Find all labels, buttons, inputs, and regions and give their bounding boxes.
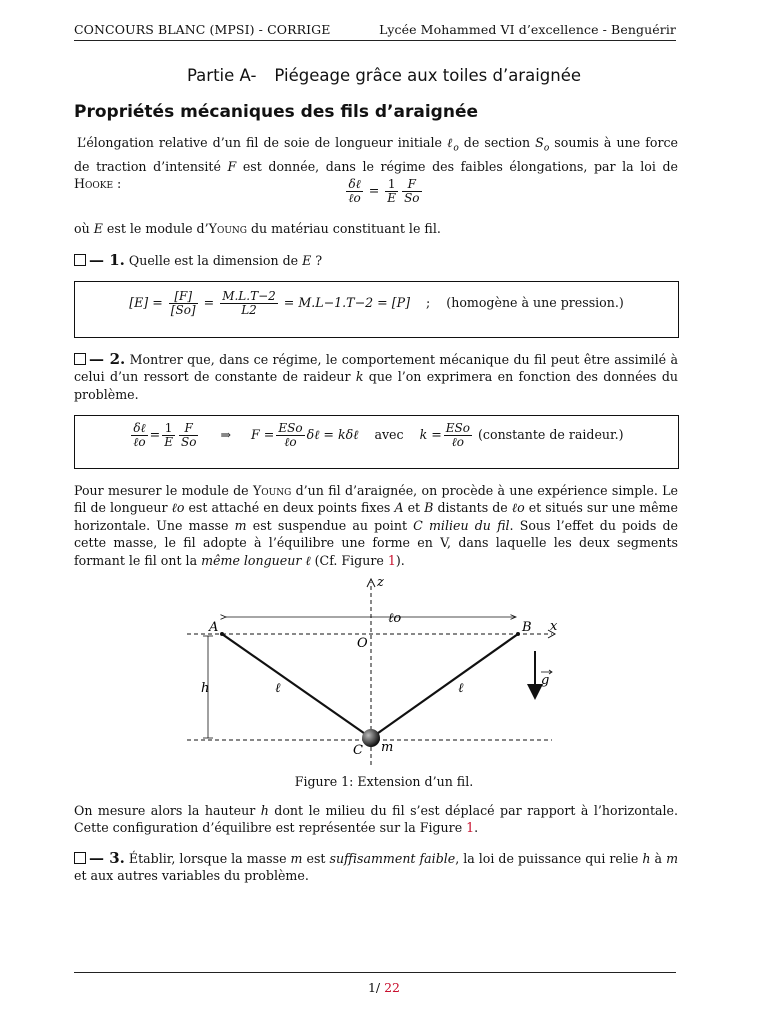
checkbox-square-icon [74, 254, 86, 266]
label-o: O [357, 636, 368, 651]
figure-1 [0, 570, 768, 770]
page-total-link[interactable]: 22 [384, 980, 401, 995]
intro-text-3: soumis à une force de traction d’intensité [74, 135, 678, 174]
question-2: — 2. Montrer que, dans ce régime, le comportement mécanique du fil peut être assimilé à celui d’un ressort de constante de raideur k que l’on exprimera en fonction des données du problème. [74, 350, 678, 402]
label-l-right: ℓ [458, 681, 464, 696]
running-header-right: Lycée Mohammed VI d’excellence - Benguérir [379, 22, 676, 37]
answer-box-1 [74, 281, 679, 338]
section-title: Propriétés mécaniques des fils d’araignée [74, 102, 478, 122]
figure-caption: Figure 1: Extension d’un fil. [294, 774, 474, 789]
frac-mlt: $\frac{M.L.T-2}{L2}$ [222, 289, 276, 317]
intro-text-4: est donnée, dans le régime des faibles élongations, par la loi de [236, 158, 678, 174]
footer-rule [74, 972, 676, 973]
label-l-left: ℓ [275, 681, 281, 696]
hooke-name: Hooke [74, 176, 114, 192]
label-b: B [522, 620, 532, 635]
frac-f-so: $\frac{F}{So}$ [404, 177, 420, 205]
frac-dl-lo: $\frac{\text{δℓ}}{\text{ℓo}}$ [348, 177, 361, 205]
eq-sign: = [368, 183, 380, 198]
label-a: A [209, 620, 219, 635]
question-1: — 1. Quelle est la dimension de E ? [74, 252, 678, 269]
q3-number: — 3. [89, 849, 125, 867]
part-label: Partie A- [186, 66, 257, 85]
page-number: 1/ 22 [367, 980, 401, 995]
answer-1-note: (homogène à une pression.) [446, 295, 624, 310]
intro-text-2: de section [458, 135, 536, 150]
checkbox-square-icon [74, 353, 86, 365]
part-title [0, 66, 768, 85]
intro-text-1: L’élongation relative d’un fil de soie de longueur initiale [77, 135, 448, 150]
thread-left [222, 634, 371, 738]
checkbox-square-icon [74, 852, 86, 864]
var-lo: ℓ$_o$ [447, 135, 459, 154]
figure-link[interactable]: 1 [466, 820, 475, 836]
header-rule [74, 40, 676, 41]
frac-1-e: $\frac{1}{E}$ [387, 177, 397, 205]
q1-number: — 1. [89, 251, 125, 269]
frac-f-so-dim: $\frac{[F]}{[So]}$ [170, 289, 196, 317]
experiment-paragraph: Pour mesurer le module de Young d’un fil d’araignée, on procède à une expérience simple. Le fil de longueur ℓo est attaché en deux points fixes A et B distants de ℓo et situés sur une même horizontale. Une masse m est suspendue au point C milieu du fil. Sous l’effet du poids de cette masse, le fil adopte à l’équilibre une forme en V, dans laquelle les deux segments formant le fil ont la même longueur ℓ (Cf. Figure 1). [74, 483, 679, 568]
hooke-equation [0, 178, 768, 205]
answer-box-2 [74, 415, 679, 469]
answer-1-equation: [E] = $\frac{[F]}{[So]}$ = $\frac{M.L.T-2}{L2}$ = M.L−1.T−2 = [P] ; (homogène à une pression.) [129, 289, 624, 317]
intro-text-5: : [113, 176, 122, 192]
mass-ball [362, 729, 380, 747]
part-text: Piégeage grâce aux toiles d’araignée [274, 66, 582, 85]
young-line: où E est le module d’Young du matériau constituant le fil. [74, 221, 441, 236]
label-g: g [541, 673, 550, 688]
answer-2-equation: $\frac{\text{δℓ}}{\text{ℓo}}$ = $\frac{1}{E}$ $\frac{F}{So}$ ⇒ F = $\frac{\text{ESo}}{\text{ℓo}}$ δℓ = kδℓ avec k = $\frac{\text{ESo}}{\text{ℓo}}$ (constante de raideur.) [133, 421, 624, 449]
var-so: $S_o$ [535, 135, 550, 154]
label-m: m [381, 740, 394, 755]
label-lo: ℓo [388, 611, 402, 626]
q2-number: — 2. [89, 350, 126, 368]
answer-2-note: (constante de raideur.) [478, 427, 624, 442]
label-z: z [377, 575, 384, 590]
running-header-left: CONCOURS BLANC (MPSI) - CORRIGE [74, 22, 331, 37]
measure-paragraph: On mesure alors la hauteur h dont le milieu du fil s’est déplacé par rapport à l’horizontale. Cette configuration d’équilibre est représentée sur la Figure 1. [74, 803, 679, 836]
implies-arrow: ⇒ [220, 427, 232, 442]
var-f: F [227, 158, 237, 174]
thread-right [371, 634, 518, 738]
label-c: C [353, 743, 363, 758]
question-3: — 3. Établir, lorsque la masse m est suffisamment faible, la loi de puissance qui relie h à m et aux autres variables du problème. [74, 849, 679, 884]
label-x: x [550, 619, 558, 634]
figure-link[interactable]: 1 [387, 552, 396, 568]
label-h: h [201, 681, 210, 696]
page-current: 1 [367, 980, 376, 995]
